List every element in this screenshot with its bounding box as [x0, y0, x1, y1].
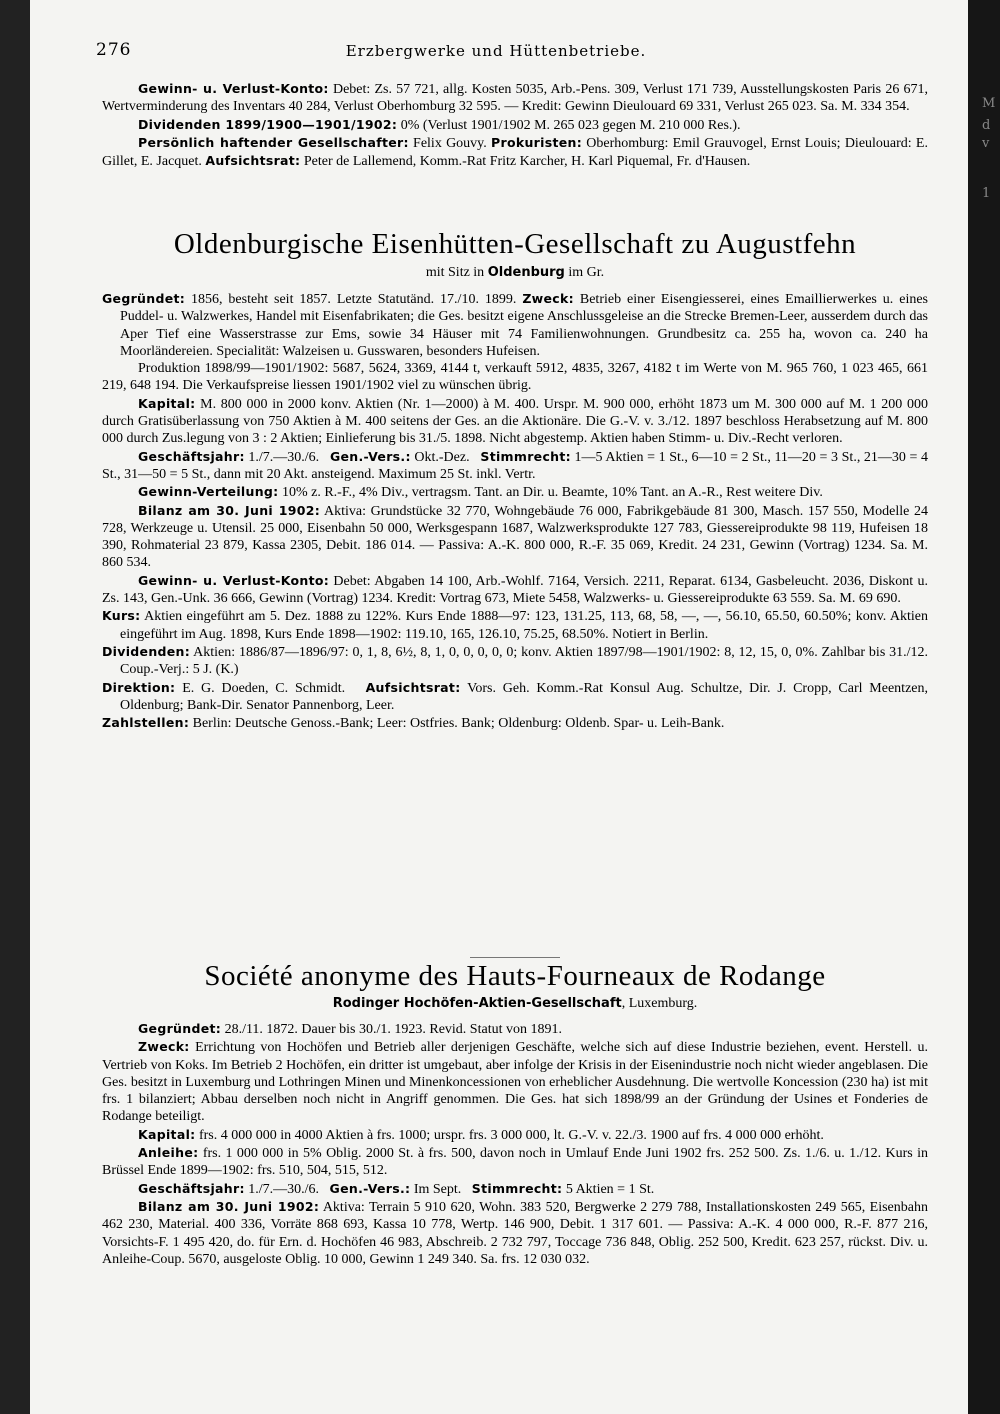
- paragraph: [102, 483, 928, 501]
- field-label: Gewinn-Verteilung:: [138, 484, 279, 500]
- field-label: Gewinn- u. Verlust-Konto:: [138, 572, 330, 588]
- field-label: Stimmrecht:: [480, 448, 571, 464]
- field-text: 0% (Verlust 1901/1902 M. 265 023 gegen M. 210 000 Res.).: [400, 117, 741, 133]
- page-header: [96, 40, 916, 64]
- paragraph: [102, 80, 928, 116]
- field-label: Gen.-Vers.:: [329, 448, 411, 464]
- company-title: Société anonyme des Hauts-Fourneaux de Rodange: [204, 960, 826, 992]
- bleed-char: 1: [982, 186, 991, 201]
- paragraph: [102, 679, 928, 715]
- field-label: Zweck:: [138, 1039, 190, 1055]
- field-text: 1./7.—30./6.: [248, 1181, 320, 1197]
- field-label: Persönlich haftender Gesellschafter:: [138, 134, 409, 150]
- field-text: frs. 1 000 000 in 5% Oblig. 2000 St. à frs. 500, davon noch in Umlauf Ende Juni 1902 frs. 252 500. Zs. 1./6. u. 1./12. Kurs in Brüssel Ende 1899—1902: frs. 510, 504, 515, 512.: [102, 1146, 928, 1179]
- page-number: 276: [96, 40, 132, 60]
- field-text: E. G. Doeden, C. Schmidt.: [182, 680, 346, 696]
- field-label: Zweck:: [522, 291, 574, 306]
- seat-city: Oldenburg: [487, 265, 565, 280]
- paragraph: [102, 1144, 928, 1180]
- paragraph: [102, 1038, 928, 1125]
- section-divider: [470, 957, 560, 958]
- bleed-char: M: [982, 96, 996, 111]
- field-text: 1./7.—30./6.: [248, 449, 320, 465]
- paragraph: [102, 1198, 928, 1268]
- seat-prefix: mit Sitz in: [425, 265, 485, 280]
- paragraph: [102, 502, 928, 572]
- field-text: 10% z. R.-F., 4% Div., vertragsm. Tant. an Dir. u. Beamte, 10% Tant. an A.-R., Rest weitere Div.: [281, 485, 823, 501]
- field-text: Aktiva: Grundstücke 32 770, Wohngebäude 76 000, Fabrikgebäude 81 300, Masch. 157 550, Modelle 24 728, Werkzeuge u. Utensil. 25 000, Eisenbahn 50 000, Werksgespann 1687, Walzwerksprodukte 127 783, Giessereiprodukte 98 119, Hufeisen 18 390, Rohmaterial 23 879, Kassa 2305, Debit. 186 014. — Passiva: A.-K. 800 000, R.-F. 35 069, Kredit. 24 231, Gewinn (Vortrag) 1234. Sa. M. 860 534.: [102, 503, 928, 571]
- paragraph: [102, 643, 928, 679]
- field-label: Gegründet:: [138, 1021, 222, 1036]
- field-label: Kurs:: [102, 608, 141, 624]
- field-label: Dividenden 1899/1900—1901/1902:: [138, 116, 398, 132]
- field-label: Geschäftsjahr:: [138, 448, 245, 464]
- field-label: Geschäftsjahr:: [138, 1180, 245, 1196]
- field-label: Aufsichtsrat:: [205, 153, 301, 169]
- field-text: Vors. Geh. Komm.-Rat Konsul Aug. Schultze, Dir. J. Cropp, Carl Meentzen, Oldenburg; Bank-Dir. Senator Pannenborg, Leer.: [120, 680, 928, 713]
- field-text: Oberhomburg: Emil Grauvogel, Ernst Louis; Dieulouard: E. Gillet, E. Jacquet.: [102, 135, 928, 170]
- bleed-char: v: [982, 136, 990, 151]
- field-label: Direktion:: [102, 679, 176, 695]
- field-label: Bilanz am 30. Juni 1902:: [138, 502, 321, 518]
- previous-entry-tail: [102, 80, 928, 235]
- paragraph: [102, 607, 928, 643]
- field-text: Debet: Abgaben 14 100, Arb.-Wohlf. 7164, Versich. 2211, Reparat. 6134, Gasbeleucht. 2036, Diskont u. Zs. 143, Gen.-Unk. 36 666, Gewinn (Vortrag) 1234. Kredit: Vortrag 673, Miete 5458, Walzwerks- u. Giessereiprodukte 63 559. Sa. M. 69 690.: [102, 573, 928, 607]
- field-text: Aktien: 1886/87—1896/97: 0, 1, 8, 6½, 8, 1, 0, 0, 0, 0, 0; konv. Aktien 1897/98—1901/1902: 8, 12, 15, 0, 0%. Zahlbar bis 31./12. Coup.-Verj.: 5 J. (K.): [120, 644, 928, 678]
- paragraph: [102, 395, 928, 448]
- paragraph: [102, 714, 928, 732]
- field-label: Bilanz am 30. Juni 1902:: [138, 1198, 320, 1214]
- field-text: 5 Aktien = 1 St.: [565, 1181, 655, 1197]
- field-label: Gen.-Vers.:: [329, 1180, 411, 1196]
- company-subtitle: [102, 996, 928, 1012]
- bleed-char: d: [982, 118, 991, 133]
- field-text: Okt.-Dez.: [414, 449, 470, 465]
- field-text: 1—5 Aktien = 1 St., 6—10 = 2 St., 11—20 = 3 St., 21—30 = 4 St., 31—50 = 5 St., dann mit 20 Akt. ansteigend. Maximum 25 St. inkl. Vertr.: [102, 449, 928, 482]
- field-label: Anleihe:: [138, 1145, 199, 1161]
- running-title: Erzbergwerke und Hüttenbetriebe.: [345, 42, 647, 60]
- paragraph: [102, 1020, 928, 1038]
- field-text: 1856, besteht seit 1857. Letzte Statutänd. 17./10. 1899.: [191, 292, 517, 307]
- rodange-entry-body: [102, 1020, 928, 1390]
- field-text: M. 800 000 in 2000 konv. Aktien (Nr. 1—2000) à M. 400. Urspr. M. 900 000, erhöht 1873 um M. 300 000 auf M. 1 200 000 durch Gratisüberlassung von 750 Aktien à M. 400 seitens der Ges. an die Aktionäre. Die G.-V. v. 3./12. 1897 beschloss Herabsetzung auf M. 800 000 durch Zus.legung von 3 : 2 Aktien; Einlieferung bis 31./5. 1898. Nicht abgestemp. Aktien haben Stimm- u. Div.-Recht verloren.: [102, 396, 928, 447]
- paragraph: [102, 134, 928, 171]
- field-label: Stimmrecht:: [471, 1180, 563, 1196]
- paragraph: Produktion 1898/99—1901/1902: 5687, 5624, 3369, 4144 t, verkauft 5912, 4835, 3267, 4182 t im Werte von M. 965 760, 1 023 465, 661 219, 648 194. Die Verkaufspreise liessen 1901/1902 viel zu wünschen übrig.: [102, 361, 928, 394]
- seat-suffix: im Gr.: [568, 265, 605, 280]
- field-label: Gegründet:: [102, 291, 186, 306]
- field-label: Prokuristen:: [491, 134, 582, 150]
- field-label: Kapital:: [138, 1126, 196, 1142]
- field-label: Dividenden:: [102, 643, 191, 659]
- subtitle-german-name: Rodinger Hochöfen-Aktien-Gesellschaft: [332, 996, 622, 1011]
- field-text: Im Sept.: [413, 1181, 462, 1197]
- field-label: Kapital:: [138, 395, 196, 411]
- paragraph: [102, 1126, 928, 1144]
- paragraph: [102, 448, 928, 484]
- paragraph: [102, 290, 928, 360]
- field-label: Zahlstellen:: [102, 715, 190, 731]
- scan-border-left: [0, 0, 30, 1414]
- subtitle-place: , Luxemburg.: [621, 996, 698, 1011]
- oldenburg-entry-body: [102, 290, 928, 950]
- paragraph: [102, 572, 928, 608]
- facing-page-bleed: [972, 0, 1000, 1414]
- field-text: Felix Gouvy.: [413, 135, 487, 151]
- field-label: Aufsichtsrat:: [365, 679, 461, 695]
- field-text: Aktiva: Terrain 5 910 620, Wohn. 383 520, Bergwerke 2 279 788, Installationskosten 249 565, Eisenbahn 462 230, Material. 400 336, Vorräte 868 693, Kassa 10 778, Wertp. 146 900, Debit. 1 317 601. — Passiva: A.-K. 4 000 000, R.-F. 877 216, Vorsichts-F. 1 495 420, do. für Ern. d. Hochöfen 46 983, Abschreib. 2 732 797, Toccage 736 848, Oblig. 252 500, Kredit. 623 257, rückst. Div. u. Anleihe-Coup. 5670, ausgeloste Oblig. 10 000, Gewinn 1 249 340. Sa. frs. 12 030 032.: [102, 1199, 928, 1267]
- company-title: Oldenburgische Eisenhütten-Gesellschaft zu Augustfehn: [173, 228, 857, 260]
- paragraph: [102, 116, 928, 134]
- field-text: frs. 4 000 000 in 4000 Aktien à frs. 1000; urspr. frs. 3 000 000, lt. G.-V. v. 22./3. 1900 auf frs. 4 000 000 erhöht.: [198, 1127, 824, 1143]
- company-seat: [102, 265, 928, 281]
- field-label: Gewinn- u. Verlust-Konto:: [138, 81, 329, 96]
- field-text: Betrieb einer Eisengiesserei, eines Emaillierwerkes u. eines Puddel- u. Walzwerkes, Handel mit Eisenfabrikaten; die Ges. besitzt eigene Anschlussgeleise an die Strecke Bremen-Leer, ausserdem durch das Aper Tief eine Wasserstrasse zur Ems, sowie 34 Häuser mit 74 Familienwohnungen. Grundbesitz ca. 255 ha, wovon ca. 240 ha Moorländereien. Specialität: Walzeisen u. Gusswaren, besonders Hufeisen.: [120, 292, 928, 359]
- field-text: Aktien eingeführt am 5. Dez. 1888 zu 122%. Kurs Ende 1888—97: 123, 131.25, 113, 68, 58, —, —, 56.10, 65.50, 60.50%; konv. Aktien eingeführt im Aug. 1898, Kurs Ende 1898—1902: 119.10, 165, 126.10, 75.25, 68.50%. Notiert in Berlin.: [120, 609, 928, 642]
- field-text: Debet: Zs. 57 721, allg. Kosten 5035, Arb.-Pens. 309, Verlust 171 739, Ausstellungskosten Paris 26 671, Wertverminderung des Inventars 40 284, Verlust Oberhomburg 32 595. — Kredit: Gewinn Dieulouard 69 331, Verlust 265 023. Sa. M. 334 354.: [102, 82, 928, 115]
- field-text: 28./11. 1872. Dauer bis 30./1. 1923. Revid. Statut von 1891.: [224, 1022, 562, 1037]
- field-text: Errichtung von Hochöfen und Betrieb aller derjenigen Geschäfte, welche sich auf diese Industrie beziehen, event. Herstell. u. Vertrieb von Koks. Im Betrieb 2 Hochöfen, ein dritter ist umgebaut, aber infolge der Krisis in der Eisenindustrie noch nicht wieder angeblasen. Die Ges. besitzt in Luxemburg und Lothringen Minen und Minenkoncessionen von erheblicher Ausdehnung. Die wertvolle Koncession (230 ha) ist mit frs. 1 bilanziert; Abbau derselben noch nicht in Angriff genommen. Die Ges. hat sich 1898/99 an der Gründung der Usines et Fonderies de Rodange beteiligt.: [102, 1040, 928, 1125]
- field-text: Peter de Lallemend, Komm.-Rat Fritz Karcher, H. Karl Piquemal, Fr. d'Hausen.: [303, 154, 751, 170]
- field-text: Berlin: Deutsche Genoss.-Bank; Leer: Ostfries. Bank; Oldenburg: Oldenb. Spar- u. Leih-Bank.: [192, 716, 725, 732]
- paragraph: [102, 1180, 928, 1198]
